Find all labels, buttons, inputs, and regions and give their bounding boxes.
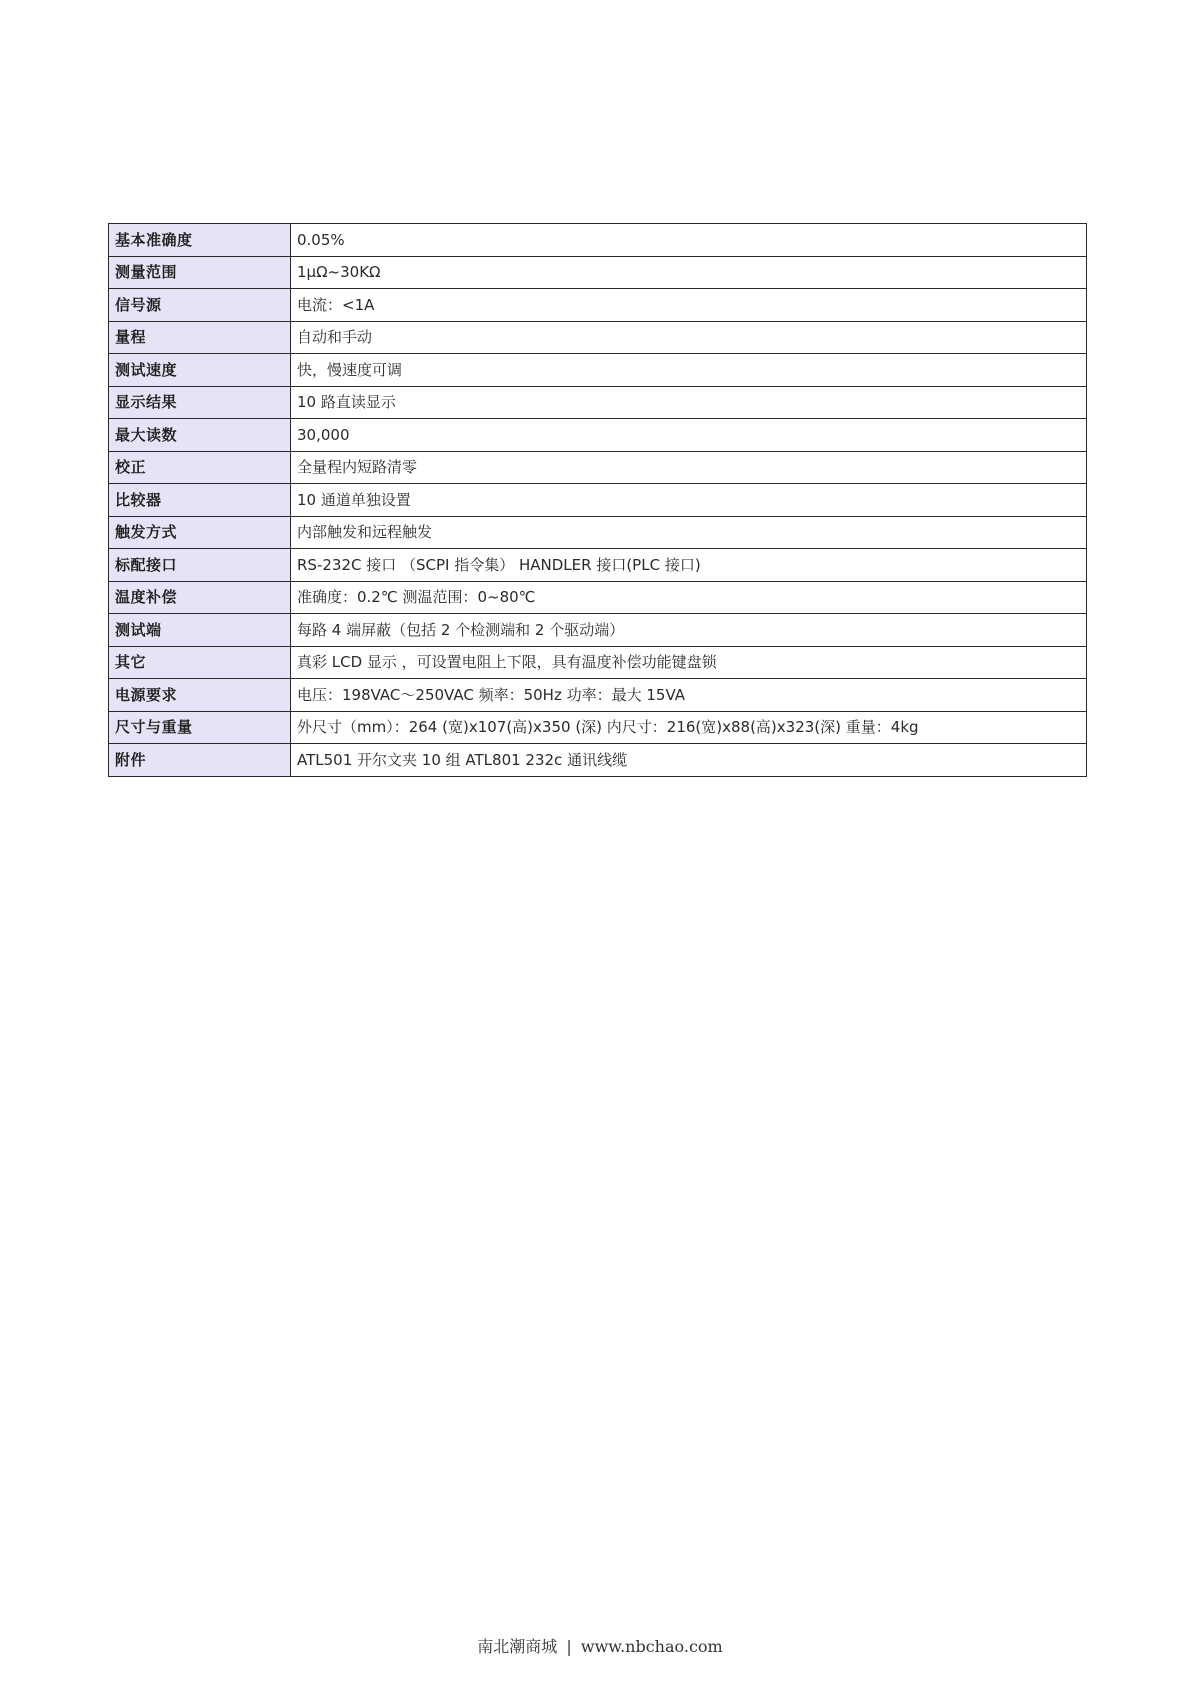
spec-label: 校正 [109,451,291,484]
table-row [109,744,1087,777]
spec-label: 测试速度 [109,354,291,387]
spec-label: 电源要求 [109,679,291,712]
spec-value: 真彩 LCD 显示 ，可设置电阻上下限，具有温度补偿功能键盘锁 [291,646,1087,679]
spec-value: 10 通道单独设置 [291,484,1087,517]
footer-site-name: 南北潮商城 [477,1637,558,1656]
table-row [109,224,1087,257]
table-row [109,419,1087,452]
table-row [109,354,1087,387]
spec-label: 最大读数 [109,419,291,452]
spec-value: RS-232C 接口 （SCPI 指令集） HANDLER 接口(PLC 接口) [291,549,1087,582]
spec-label: 测试端 [109,614,291,647]
spec-value: 自动和手动 [291,321,1087,354]
table-row [109,386,1087,419]
table-row [109,679,1087,712]
spec-label: 尺寸与重量 [109,711,291,744]
spec-label: 触发方式 [109,516,291,549]
table-row [109,451,1087,484]
page-footer [0,1634,1200,1657]
spec-label: 其它 [109,646,291,679]
table-row [109,549,1087,582]
spec-value: 每路 4 端屏蔽（包括 2 个检测端和 2 个驱动端） [291,614,1087,647]
table-row [109,614,1087,647]
table-row [109,289,1087,322]
table-row [109,484,1087,517]
spec-value: 10 路直读显示 [291,386,1087,419]
spec-value: ATL501 开尔文夹 10 组 ATL801 232c 通讯线缆 [291,744,1087,777]
spec-value: 快，慢速度可调 [291,354,1087,387]
footer-url-link[interactable]: www.nbchao.com [580,1637,723,1656]
spec-value: 30,000 [291,419,1087,452]
spec-value: 1μΩ~30KΩ [291,256,1087,289]
table-row [109,516,1087,549]
spec-value: 0.05% [291,224,1087,257]
spec-value: 电流：<1A [291,289,1087,322]
spec-value: 外尺寸（mm）：264 (宽)x107(高)x350 (深) 内尺寸：216(宽)x88(高)x323(深) 重量：4kg [291,711,1087,744]
table-row [109,256,1087,289]
spec-value: 准确度：0.2℃ 测温范围：0~80℃ [291,581,1087,614]
spec-label: 测量范围 [109,256,291,289]
spec-label: 量程 [109,321,291,354]
spec-label: 基本准确度 [109,224,291,257]
table-row [109,646,1087,679]
spec-label: 比较器 [109,484,291,517]
spec-label: 标配接口 [109,549,291,582]
spec-value: 内部触发和远程触发 [291,516,1087,549]
spec-table [108,223,1087,777]
spec-label: 温度补偿 [109,581,291,614]
spec-label: 信号源 [109,289,291,322]
table-row [109,711,1087,744]
spec-value: 电压：198VAC～250VAC 频率：50Hz 功率：最大 15VA [291,679,1087,712]
footer-separator: | [566,1637,572,1656]
table-row [109,581,1087,614]
spec-label: 附件 [109,744,291,777]
spec-value: 全量程内短路清零 [291,451,1087,484]
spec-label: 显示结果 [109,386,291,419]
table-row [109,321,1087,354]
spec-table-body [109,224,1087,777]
